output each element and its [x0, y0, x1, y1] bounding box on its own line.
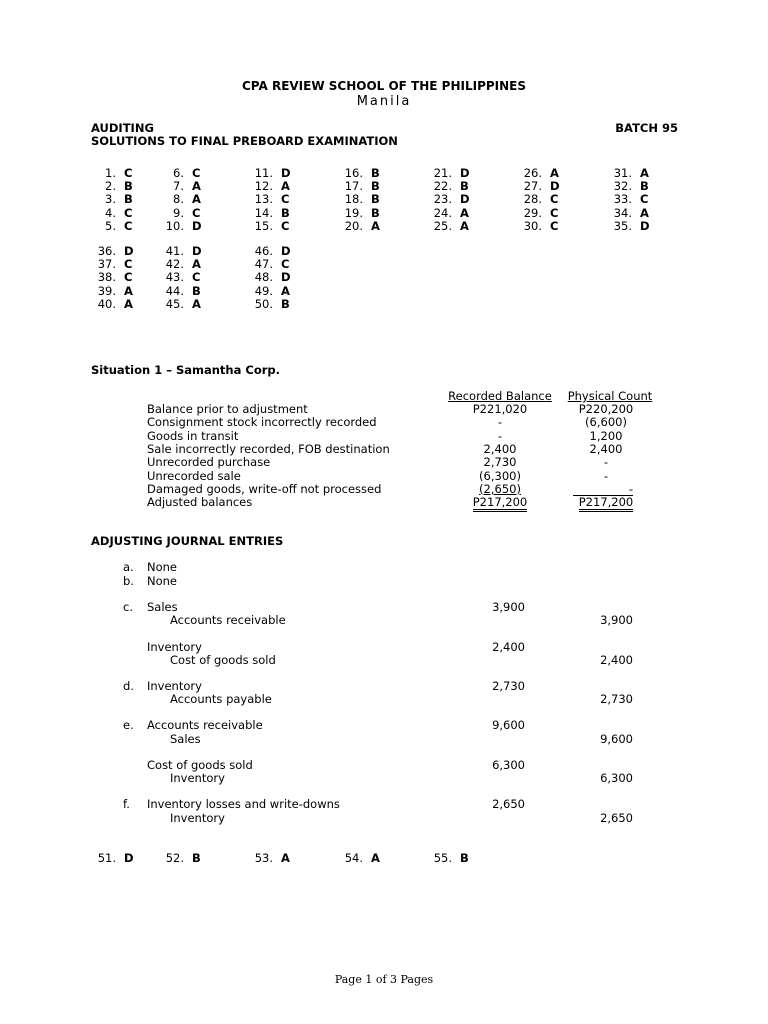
situation-row-label: Consignment stock incorrectly recorded [147, 415, 377, 430]
answer-number: 15. [254, 218, 273, 233]
answer-number: 32. [613, 179, 632, 194]
answer-item [335, 167, 380, 180]
answer-letter: C [124, 205, 133, 220]
answer-letter: A [281, 179, 290, 194]
entry-e-credit1-amount: 9,600 [600, 732, 633, 746]
answer-number: 49. [254, 283, 273, 298]
physical-value: P217,200 [579, 495, 634, 512]
answer-item [245, 220, 289, 233]
answer-letter: A [281, 283, 290, 298]
answer-item [245, 207, 290, 220]
answer-item [335, 852, 380, 865]
situation-row-physical [570, 496, 642, 509]
situation-row-label: Goods in transit [147, 428, 239, 443]
answer-item [424, 167, 470, 180]
answer-number: 31. [613, 166, 632, 180]
situation-row-physical [570, 456, 642, 469]
answer-letter: A [281, 851, 290, 865]
answer-number: 51. [97, 851, 116, 865]
batch-label: BATCH 95 [615, 121, 678, 135]
answer-number: 24. [433, 205, 452, 220]
answer-item [88, 258, 132, 271]
answer-number: 34. [613, 205, 632, 220]
answer-number: 3. [105, 192, 116, 207]
entry-a-letter: a. [123, 560, 134, 574]
answer-item [514, 220, 558, 233]
answer-item [88, 180, 133, 193]
answer-number: 11. [254, 166, 273, 180]
answer-letter: B [371, 179, 380, 194]
situation-title: Situation 1 – Samantha Corp. [91, 363, 280, 377]
physical-value: 1,200 [589, 428, 623, 443]
entry-c-debit2-amount: 2,400 [492, 640, 525, 654]
recorded-value: (2,650) [479, 481, 521, 496]
entry-e-debit2: Cost of goods sold [147, 758, 253, 772]
answer-item [424, 852, 469, 865]
answer-number: 29. [523, 205, 542, 220]
answer-item [604, 207, 649, 220]
answer-number: 48. [254, 270, 273, 285]
situation-row-recorded [460, 456, 540, 469]
answer-letter: D [281, 244, 291, 258]
situation-row-recorded [460, 416, 540, 429]
situation-row-recorded [460, 403, 540, 416]
answer-letter: B [371, 192, 380, 207]
answer-number: 25. [433, 218, 452, 233]
answer-number: 28. [523, 192, 542, 207]
exam-title: SOLUTIONS TO FINAL PREBOARD EXAMINATION [91, 134, 398, 148]
answer-item [156, 220, 202, 233]
answer-item [335, 207, 380, 220]
recorded-value: - [497, 415, 503, 430]
answer-letter: C [124, 270, 133, 285]
answer-item [245, 258, 289, 271]
answer-letter: C [124, 257, 133, 272]
situation-row-physical [570, 403, 642, 416]
entry-c-letter: c. [123, 600, 133, 614]
answer-number: 12. [254, 179, 273, 194]
answer-number: 43. [165, 270, 184, 285]
physical-value: 2,400 [589, 441, 623, 456]
answer-number: 40. [97, 296, 116, 311]
answer-item [604, 180, 649, 193]
entry-f-credit1: Inventory [170, 811, 225, 825]
answer-letter: B [460, 179, 469, 194]
answer-letter: B [124, 179, 133, 194]
answer-item [245, 285, 290, 298]
aje-title: ADJUSTING JOURNAL ENTRIES [91, 534, 284, 548]
answer-letter: C [192, 270, 201, 285]
answer-item [88, 271, 132, 284]
answer-number: 46. [254, 244, 273, 258]
answer-letter: A [192, 179, 201, 194]
answer-item [245, 298, 290, 311]
entry-c-debit1-amount: 3,900 [492, 600, 525, 614]
situation-row-recorded [460, 430, 540, 443]
answer-item [88, 207, 132, 220]
col-header-recorded: Recorded Balance [448, 389, 552, 403]
situation-row-label: Sale incorrectly recorded, FOB destination [147, 441, 390, 456]
answer-number: 2. [105, 179, 116, 194]
answer-number: 33. [613, 192, 632, 207]
recorded-value: (6,300) [479, 468, 521, 483]
situation-row-recorded [460, 496, 540, 509]
physical-value: - [603, 455, 609, 470]
answer-item [88, 298, 133, 311]
answer-number: 18. [344, 192, 363, 207]
answer-number: 41. [165, 244, 184, 258]
entry-a-text: None [147, 560, 178, 574]
answer-item [88, 245, 134, 258]
recorded-value: P217,200 [473, 495, 528, 512]
answer-letter: B [371, 205, 380, 220]
answer-letter: A [550, 166, 559, 180]
answer-letter: A [371, 218, 380, 233]
recorded-value: - [497, 428, 503, 443]
entry-e-credit2: Inventory [170, 771, 225, 785]
entry-b-letter: b. [123, 574, 134, 588]
answer-item [424, 220, 469, 233]
situation-row-physical [570, 443, 642, 456]
answer-number: 4. [105, 205, 116, 220]
answer-letter: B [371, 166, 380, 180]
answer-item [514, 193, 558, 206]
answer-number: 30. [523, 218, 542, 233]
answer-number: 16. [344, 166, 363, 180]
physical-value: - [628, 481, 633, 496]
answer-number: 8. [173, 192, 184, 207]
entry-e-credit1: Sales [170, 732, 201, 746]
answer-item [156, 271, 200, 284]
answer-letter: D [124, 851, 134, 865]
answer-number: 23. [433, 192, 452, 207]
physical-value: - [603, 468, 609, 483]
answer-item [88, 220, 132, 233]
entry-f-credit1-amount: 2,650 [600, 811, 633, 825]
answer-letter: C [281, 192, 290, 207]
school-title: CPA REVIEW SCHOOL OF THE PHILIPPINES [241, 79, 526, 93]
answer-letter: C [124, 166, 133, 180]
answer-number: 53. [254, 851, 273, 865]
entry-d-credit1: Accounts payable [170, 692, 272, 706]
answer-item [156, 167, 200, 180]
answer-number: 21. [433, 166, 452, 180]
entry-d-debit1: Inventory [147, 679, 202, 693]
answer-letter: A [124, 296, 133, 311]
answer-item [88, 167, 132, 180]
answer-item [424, 207, 469, 220]
subject-label: AUDITING [91, 121, 154, 135]
entry-f-letter: f. [123, 797, 130, 811]
answer-item [245, 852, 290, 865]
situation-row-label: Unrecorded sale [147, 468, 241, 483]
situation-row-label: Damaged goods, write-off not processed [147, 481, 382, 496]
situation-row-physical [573, 483, 633, 496]
answer-letter: B [281, 296, 290, 311]
entry-e-credit2-amount: 6,300 [600, 771, 633, 785]
answer-item [335, 193, 380, 206]
answer-letter: C [192, 205, 201, 220]
answer-letter: C [550, 205, 559, 220]
answer-number: 26. [523, 166, 542, 180]
page-footer: Page 1 of 3 Pages [334, 973, 434, 986]
situation-row-label: Adjusted balances [147, 495, 253, 510]
answer-number: 52. [165, 851, 184, 865]
answer-number: 38. [97, 270, 116, 285]
entry-b-text: None [147, 574, 178, 588]
situation-row-recorded [460, 483, 540, 496]
answer-letter: C [550, 192, 559, 207]
answer-letter: B [192, 283, 201, 298]
answer-item [156, 285, 201, 298]
answer-number: 42. [165, 257, 184, 272]
situation-row-label: Unrecorded purchase [147, 455, 271, 470]
answer-letter: C [281, 257, 290, 272]
answer-item [335, 180, 380, 193]
entry-d-credit1-amount: 2,730 [600, 692, 633, 706]
physical-value: P220,200 [578, 402, 634, 416]
answer-letter: A [192, 192, 201, 207]
situation-row-physical [570, 470, 642, 483]
answer-letter: C [124, 218, 133, 233]
entry-f-debit1: Inventory losses and write-downs [147, 797, 340, 811]
entry-c-credit1-amount: 3,900 [600, 613, 633, 627]
answer-number: 6. [173, 166, 184, 180]
answer-letter: A [640, 205, 649, 220]
answer-number: 14. [254, 205, 273, 220]
answer-letter: C [192, 166, 201, 180]
answer-number: 20. [344, 218, 363, 233]
situation-row-physical [570, 416, 642, 429]
answer-number: 35. [613, 218, 632, 233]
answer-letter: C [281, 218, 290, 233]
answer-item [88, 285, 133, 298]
answer-item [424, 180, 469, 193]
situation-row-recorded [460, 443, 540, 456]
answer-item [514, 180, 560, 193]
answer-letter: A [124, 283, 133, 298]
answer-letter: C [550, 218, 559, 233]
answer-number: 50. [254, 296, 273, 311]
answer-number: 13. [254, 192, 273, 207]
answer-letter: D [192, 218, 202, 233]
answer-letter: A [192, 296, 201, 311]
answer-number: 36. [97, 244, 116, 258]
entry-c-credit2-amount: 2,400 [600, 653, 633, 667]
answer-letter: A [460, 218, 469, 233]
entry-e-debit1: Accounts receivable [147, 718, 263, 732]
answer-letter: C [640, 192, 649, 207]
answer-number: 55. [433, 851, 452, 865]
answer-item [514, 207, 558, 220]
answer-letter: B [640, 179, 649, 194]
entry-c-debit1: Sales [147, 600, 178, 614]
answer-item [156, 298, 201, 311]
answer-item [604, 220, 650, 233]
answer-item [156, 207, 200, 220]
entry-c-debit2: Inventory [147, 640, 202, 654]
answer-number: 39. [97, 283, 116, 298]
answer-number: 9. [173, 205, 184, 220]
answer-letter: B [192, 851, 201, 865]
answer-number: 45. [165, 296, 184, 311]
answer-number: 10. [165, 218, 184, 233]
answer-number: 1. [105, 166, 116, 180]
answer-letter: B [281, 205, 290, 220]
answer-item [245, 245, 291, 258]
answer-letter: B [124, 192, 133, 207]
answer-letter: D [124, 244, 134, 258]
answer-letter: B [460, 851, 469, 865]
answer-item [156, 193, 201, 206]
answer-letter: A [192, 257, 201, 272]
answer-item [245, 193, 289, 206]
answer-item [156, 180, 201, 193]
answer-item [245, 271, 291, 284]
entry-c-credit1: Accounts receivable [170, 613, 286, 627]
answer-letter: A [640, 166, 649, 180]
situation-row-recorded [460, 470, 540, 483]
answer-letter: D [550, 179, 560, 194]
answer-letter: D [281, 270, 291, 285]
answer-item [156, 245, 202, 258]
answer-item [335, 220, 380, 233]
recorded-value: P221,020 [472, 402, 528, 416]
entry-e-debit2-amount: 6,300 [492, 758, 525, 772]
answer-item [245, 180, 290, 193]
col-header-physical: Physical Count [567, 389, 653, 403]
answer-item [88, 193, 133, 206]
answer-item [88, 852, 134, 865]
answer-item [604, 193, 648, 206]
entry-c-credit2: Cost of goods sold [170, 653, 276, 667]
answer-letter: A [460, 205, 469, 220]
answer-item [604, 167, 649, 180]
answer-letter: D [281, 166, 291, 180]
entry-e-letter: e. [123, 718, 134, 732]
answer-item [245, 167, 291, 180]
answer-number: 17. [344, 179, 363, 194]
answer-number: 22. [433, 179, 452, 194]
answer-number: 27. [523, 179, 542, 194]
answer-item [514, 167, 559, 180]
city-subtitle: Manila [356, 94, 412, 109]
answer-letter: D [460, 192, 470, 207]
entry-d-debit1-amount: 2,730 [492, 679, 525, 693]
answer-item [424, 193, 470, 206]
entry-d-letter: d. [123, 679, 134, 693]
answer-letter: D [460, 166, 470, 180]
answer-number: 5. [105, 218, 116, 233]
answer-item [156, 258, 201, 271]
answer-number: 54. [344, 851, 363, 865]
answer-number: 47. [254, 257, 273, 272]
answer-number: 44. [165, 283, 184, 298]
entry-f-debit1-amount: 2,650 [492, 797, 525, 811]
situation-row-label: Balance prior to adjustment [147, 402, 308, 416]
entry-e-debit1-amount: 9,600 [492, 718, 525, 732]
answer-letter: A [371, 851, 380, 865]
physical-value: (6,600) [585, 415, 627, 430]
answer-number: 37. [97, 257, 116, 272]
answer-letter: D [640, 218, 650, 233]
answer-number: 7. [173, 179, 184, 194]
recorded-value: 2,730 [483, 455, 517, 470]
situation-row-physical [570, 430, 642, 443]
answer-number: 19. [344, 205, 363, 220]
answer-item [156, 852, 201, 865]
answer-letter: D [192, 244, 202, 258]
recorded-value: 2,400 [483, 441, 517, 456]
